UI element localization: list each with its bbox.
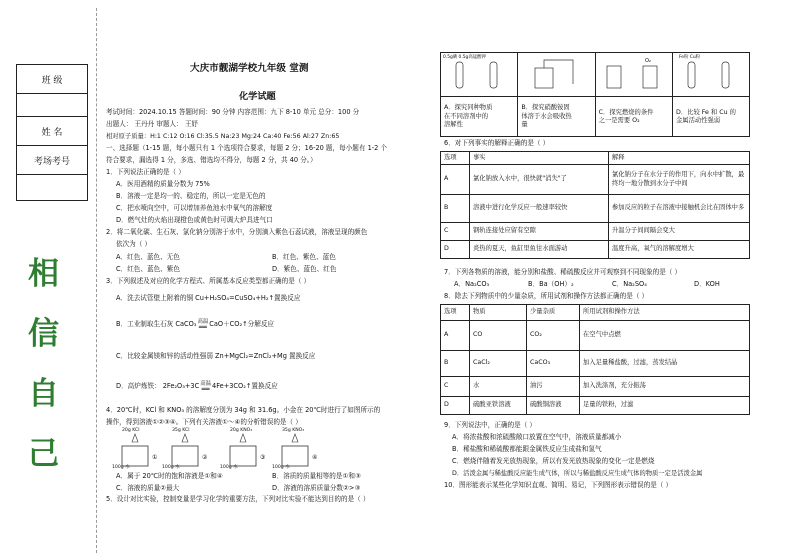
q5-option-c: C．探究燃烧的条件 之一是需要 O₂ bbox=[595, 97, 672, 137]
q2-option-c: C．红色、蓝色、紫色 bbox=[116, 265, 180, 273]
table-row: C 水 油污 加入洗涤剂，充分振荡 bbox=[441, 377, 750, 397]
q2-stem-cont: 依次为（ ） bbox=[116, 240, 152, 248]
q2-option-d: D．紫色、蓝色、红色 bbox=[272, 265, 337, 273]
q7-stem: 7．下列各物质的溶液，能分别和盐酸、稀硫酸反应并可观察到不同现象的是（ ） bbox=[444, 268, 682, 276]
q4-option-b: B．溶质的质量相等的是①和③ bbox=[272, 472, 361, 480]
table-row: A 氯化钠放入水中，很快就"消失"了 氯化钠分子在水分子的作用下，向水中扩散，最终均一地分散到水分子中间 bbox=[441, 165, 750, 195]
q5-figure-d bbox=[673, 53, 750, 97]
q5-option-a: A．探究同种物质 在不同溶剂中的 溶解性 bbox=[441, 97, 518, 137]
student-info-box bbox=[16, 64, 88, 201]
beaker-1 bbox=[122, 434, 148, 466]
q5-figure-a-label: 0.5g碘 0.5g高锰酸钾 bbox=[443, 55, 486, 60]
water-label-2: 100g 水 bbox=[162, 465, 180, 470]
table-row: C 钢轨连接处应留有空隙 升温分子间间隔会变大 bbox=[441, 223, 750, 241]
section-instructions-2: 符合要求，漏选得 1 分，多选、错选均不得分，每题 2 分，共 40 分。） bbox=[106, 156, 317, 164]
q5-option-d: D．比较 Fe 和 Cu 的 金属活动性强弱 bbox=[673, 97, 750, 137]
reaction-condition: 高温 ══ bbox=[197, 319, 209, 331]
q5-figure-b bbox=[518, 53, 595, 97]
q4-option-c: C．溶液的质量②最大 bbox=[116, 484, 180, 492]
water-label-4: 100g 水 bbox=[272, 465, 290, 470]
q5-figure-c bbox=[595, 53, 672, 97]
q6-stem: 6．对下列事实的解释正确的是（ ） bbox=[444, 139, 550, 147]
q2-option-a: A．红色、蓝色、无色 bbox=[116, 253, 180, 261]
table-row: D 炎热的夏天，鱼缸里鱼往水面游动 温度升高，氧气的溶解度增大 bbox=[441, 241, 750, 259]
q7-option-d: D．KOH bbox=[694, 280, 720, 288]
solution-number-1: ① bbox=[152, 454, 158, 461]
beaker-label-4: 35g KNO₃ bbox=[282, 428, 305, 433]
atomic-masses: 相对原子质量：H:1 C:12 O:16 Cl:35.5 Na:23 Mg:24 Ca:40 Fe:56 Al:27 Zn:65 bbox=[106, 133, 340, 140]
q3-option-d: D．高炉炼铁： 2Fe₂O₃+3C 高温 ══ 4Fe+3CO₂↑置换反应 bbox=[116, 381, 278, 393]
q2-stem: 2．将二氧化碳、生石灰、氯化钠分别溶于水中，分别滴入紫色石蕊试液，溶液呈现的颜色 bbox=[106, 228, 368, 236]
table-row: A CO CO₂ 在空气中点燃 bbox=[441, 321, 750, 351]
section-instructions-1: 一、选择题（1-15 题，每小题只有 1 个选项符合要求，每题 2 分；16-20 题，每小题有 1-2 个 bbox=[106, 144, 388, 152]
q4-option-a: A．属于 20℃时的饱和溶液是①和④ bbox=[116, 472, 223, 480]
q4-beaker-figure bbox=[112, 428, 342, 472]
q9-option-c: C．燃烧伴随着发光放热现象，所以有发光放热现象的变化一定是燃烧 bbox=[452, 457, 655, 465]
beaker-label-2: 35g KCl bbox=[172, 428, 190, 433]
beaker-label-3: 20g KNO₃ bbox=[230, 428, 253, 433]
name-field: 姓 名 bbox=[17, 116, 87, 146]
q1-stem: 1．下列说法正确的是（ ） bbox=[106, 168, 185, 176]
q3-option-a: A．洗去试管壁上附着的铜 Cu+H₂SO₄=CuSO₄+H₂↑置换反应 bbox=[116, 294, 301, 302]
exam-authors: 出题人： 王丹丹 审题人： 王妤 bbox=[106, 120, 199, 128]
q9-option-b: B．稀盐酸和稀硫酸都能跟金属铁反应生成盐和氢气 bbox=[452, 445, 602, 453]
water-label-1: 100g 水 bbox=[112, 465, 130, 470]
u-tube-apparatus-icon bbox=[521, 54, 591, 92]
solution-number-2: ② bbox=[202, 454, 208, 461]
table-row: B 溶液中进行化学反应一般速率较快 参加反应的粒子在溶液中接触机会比在固体中多 bbox=[441, 195, 750, 223]
exam-info: 考试时间：2024.10.15 答题时间：90 分钟 内容范围：九下 8-10 单元 总分：100 分 bbox=[106, 108, 360, 116]
q2-option-b: B．红色、紫色、蓝色 bbox=[272, 253, 336, 261]
q5-experiment-table bbox=[440, 52, 750, 137]
q7-option-b: B．Ba（OH）₂ bbox=[528, 280, 574, 288]
reaction-condition: 高温 ══ bbox=[200, 381, 212, 393]
binding-line bbox=[96, 8, 97, 553]
motto-char-2: 信 bbox=[28, 316, 59, 352]
motto-char-4: 己 bbox=[28, 436, 59, 472]
q9-stem: 9．下列说法中，正确的是（ ） bbox=[444, 421, 537, 429]
q3-stem: 3．下列叙述及对应的化学方程式、所属基本反应类型都正确的是（ ） bbox=[106, 277, 311, 285]
beaker-3 bbox=[230, 434, 256, 466]
solution-number-4: ④ bbox=[312, 454, 318, 461]
table-row: B CaCl₂ CaCO₃ 加入足量稀盐酸，过滤，蒸发结晶 bbox=[441, 351, 750, 377]
q1-option-c: C．把水喷向空中，可以增加养鱼池水中氧气的溶解度 bbox=[116, 204, 273, 212]
q1-option-a: A．医用酒精的质量分数为 75% bbox=[116, 180, 210, 188]
class-field: 班 级 bbox=[17, 65, 87, 94]
q5-stem: 5．设计对比实验，控制变量是学习化学的重要方法，下列对比实验不能达到目的的是（ ） bbox=[106, 495, 370, 503]
q5-figure-a bbox=[441, 53, 518, 97]
q7-option-c: C．Na₂SO₄ bbox=[612, 280, 647, 288]
solution-number-3: ③ bbox=[260, 454, 266, 461]
q5-option-b: B．探究硝酸铵固 体溶于水会吸收热 量 bbox=[518, 97, 595, 137]
table-row: 选项 事实 解释 bbox=[441, 152, 750, 165]
water-label-3: 100g 水 bbox=[220, 465, 238, 470]
q3-option-c: C．比较金属镁和锌的活动性强弱 Zn+MgCl₂=ZnCl₂+Mg 置换反应 bbox=[116, 352, 316, 360]
beaker-4 bbox=[282, 434, 308, 466]
svg-text:O₂: O₂ bbox=[644, 58, 651, 64]
q4-stem-cont: 操作，得到溶液①②③④。下列有关溶液①～④的分析错误的是（ ） bbox=[106, 418, 302, 426]
q4-stem: 4．20℃时，KCl 和 KNO₃ 的溶解度分别为 34g 和 31.6g。小金在 20℃时进行了如图所示的 bbox=[106, 406, 381, 414]
q9-option-d: D．活泼金属与稀盐酸反应能生成气体，所以与稀盐酸反应生成气体的物质一定是活泼金属 bbox=[452, 470, 703, 477]
q3-option-b: B．工业制取生石灰 CaCO₃ 高温 ══ CaO＋CO₂↑分解反应 bbox=[116, 319, 275, 331]
q8-table bbox=[440, 304, 750, 415]
q9-option-a: A．将浓盐酸和浓硫酸敞口放置在空气中，溶液质量都减小 bbox=[452, 433, 622, 441]
flask-oxygen-icon bbox=[599, 54, 669, 92]
q5-figure-d-label: Fe粉 Cu粉 bbox=[679, 55, 701, 60]
q4-option-d: D．溶液的溶质质量分数②>③ bbox=[272, 484, 361, 492]
q8-stem: 8．除去下列物质中的少量杂质，所用试剂和操作方法都正确的是（ ） bbox=[444, 292, 649, 300]
exam-number-field: 考场考号 bbox=[17, 146, 87, 175]
q6-table bbox=[440, 151, 750, 259]
motto-char-1: 相 bbox=[28, 256, 59, 292]
q1-option-d: D．燃气灶的火焰出现橙色或黄色时可调大炉具进气口 bbox=[116, 216, 273, 224]
beaker-2 bbox=[172, 434, 198, 466]
q7-option-a: A．Na₂CO₃ bbox=[454, 280, 490, 288]
exam-subtitle: 化学试题 bbox=[239, 91, 276, 102]
table-row: D 硫酸亚铁溶液 硫酸铜溶液 足量的铁粉，过滤 bbox=[441, 397, 750, 415]
q1-option-b: B．溶液一定是均一的、稳定的，所以一定是无色的 bbox=[116, 192, 266, 200]
beaker-label-1: 20g KCl bbox=[122, 428, 140, 433]
exam-title: 大庆市靓湖学校九年级 堂测 bbox=[190, 63, 309, 74]
table-row: 选项 物质 少量杂质 所用试剂和操作方法 bbox=[441, 305, 750, 321]
q10-stem: 10．图形能表示某些化学知识直观、简明、易记，下列图形表示错误的是（ ） bbox=[444, 481, 673, 489]
motto-char-3: 自 bbox=[28, 376, 59, 412]
